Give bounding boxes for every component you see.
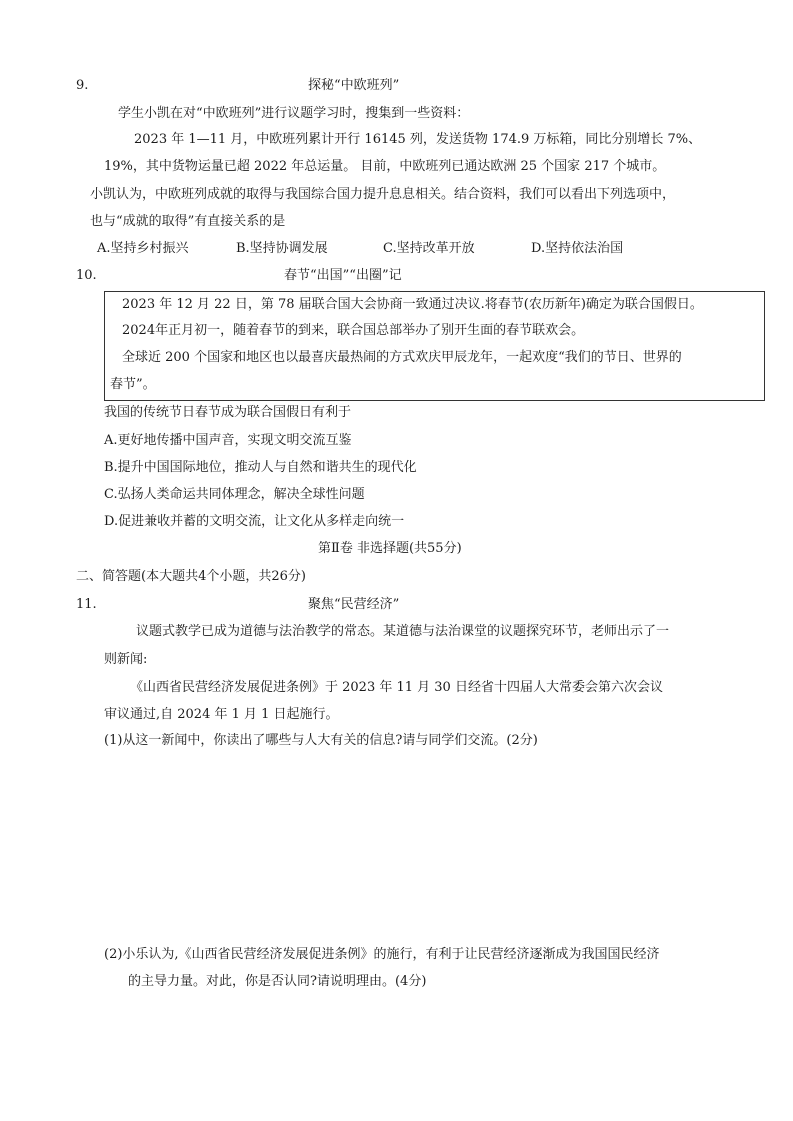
q9-option-a: A.坚持乡村振兴 <box>97 241 189 256</box>
q9-material-line: 2023 年 1—11 月，中欧班列累计开行 16145 列，发送货物 174.9 万标箱，同比分别增长 7%、 <box>134 132 702 147</box>
q9-option-d: D.坚持依法治国 <box>531 241 624 256</box>
q11-intro: 则新闻: <box>104 652 148 667</box>
q11-news: 《山西省民营经济发展促进条例》于 2023 年 11 月 30 日经省十四届人大常委会第六次会议 <box>130 680 663 695</box>
q9-intro: 学生小凯在对“中欧班列”进行议题学习时，搜集到一些资料： <box>118 106 470 121</box>
q11-subquestion-1: (1)从这一新闻中，你读出了哪些与人大有关的信息?请与同学们交流。(2分) <box>104 733 538 748</box>
q10-option-b: B.提升中国国际地位，推动人与自然和谐共生的现代化 <box>104 460 417 475</box>
q9-stem: 小凯认为，中欧班列成就的取得与我国综合国力提升息息相关。结合资料，我们可以看出下列选项中， <box>90 187 676 202</box>
q10-option-a: A.更好地传播中国声音，实现文明交流互鉴 <box>104 433 352 448</box>
q11-title: 聚焦“民营经济” <box>308 597 400 612</box>
q10-material-line: 2024年正月初一，随着春节的到来，联合国总部举办了别开生面的春节联欢会。 <box>122 323 585 338</box>
q9-title: 探秘“中欧班列” <box>308 78 400 93</box>
q11-intro: 议题式教学已成为道德与法治教学的常态。某道德与法治课堂的议题探究环节，老师出示了一 <box>136 624 670 639</box>
q10-option-c: C.弘扬人类命运共同体理念，解决全球性问题 <box>104 487 365 502</box>
q10-material-line: 2023 年 12 月 22 日，第 78 届联合国大会协商一致通过决议.将春节(农历新年)确定为联合国假日。 <box>122 297 703 312</box>
q9-material-line: 19%，其中货物运量已超 2022 年总运量。 目前，中欧班列已通达欧洲 25 个国家 217 个城市。 <box>104 159 666 174</box>
q11-news: 审议通过,自 2024 年 1 月 1 日起施行。 <box>104 707 339 722</box>
q10-material-line: 全球近 200 个国家和地区也以最喜庆最热闹的方式欢庆甲辰龙年，一起欢度“我们的节日、世界的 <box>122 350 682 365</box>
q10-title: 春节“出国”“出圈”记 <box>284 268 402 283</box>
q10-option-d: D.促进兼收并蓄的文明交流，让文化从多样走向统一 <box>104 514 405 529</box>
q9-option-b: B.坚持协调发展 <box>236 241 328 256</box>
q10-number: 10. <box>76 268 97 283</box>
q9-option-c: C.坚持改革开放 <box>383 241 475 256</box>
q11-subquestion-2: (2)小乐认为,《山西省民营经济发展促进条例》的施行，有利于让民营经济逐渐成为我国国民经济 <box>104 947 660 962</box>
section-heading: 二、简答题(本大题共4个小题，共26分) <box>76 569 306 584</box>
q10-stem: 我国的传统节日春节成为联合国假日有利于 <box>104 405 352 420</box>
q11-number: 11. <box>76 597 97 612</box>
q9-number: 9. <box>76 78 89 93</box>
q10-material-line: 春节”。 <box>110 377 156 392</box>
part2-heading: 第Ⅱ卷 非选择题(共55分) <box>318 541 462 556</box>
q9-stem: 也与“成就的取得”有直接关系的是 <box>90 214 286 229</box>
q11-subquestion-2: 的主导力量。对此，你是否认同?请说明理由。(4分) <box>128 974 427 989</box>
